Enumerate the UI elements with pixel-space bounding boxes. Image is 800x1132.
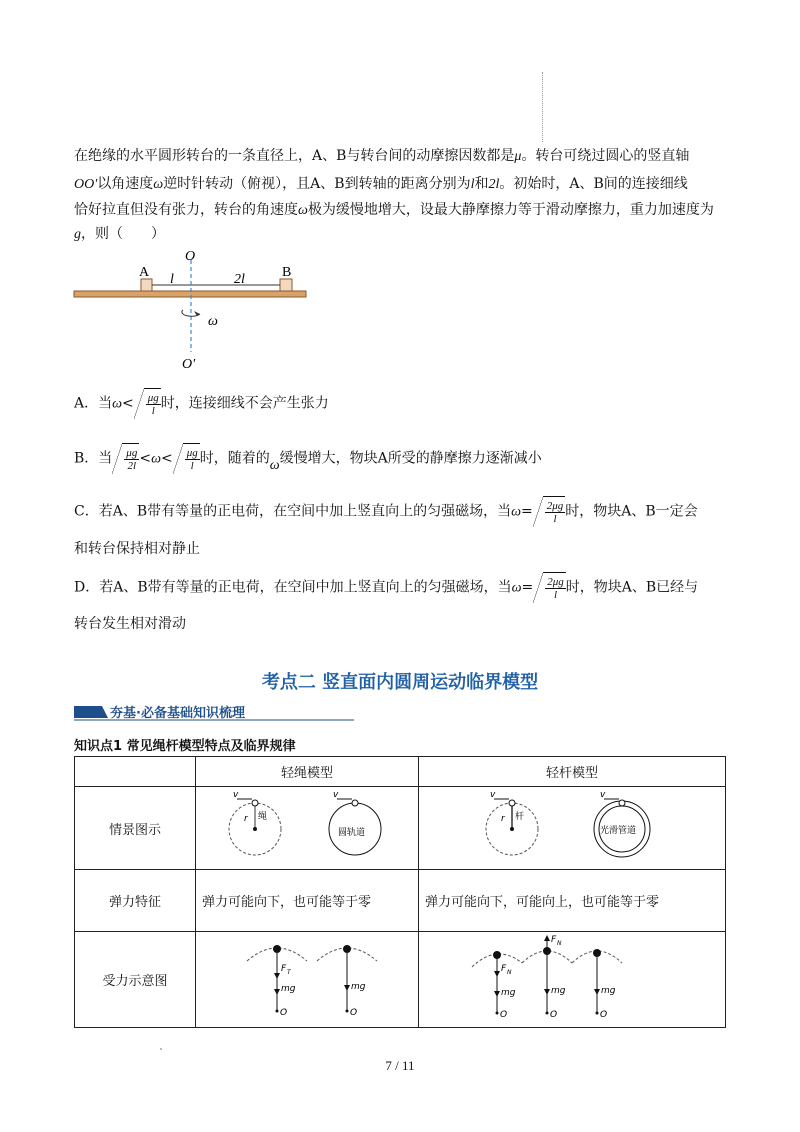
lt-sign: <	[122, 395, 134, 412]
question-text: 和	[474, 176, 489, 192]
table-header-cell	[75, 757, 196, 787]
radius-label: r	[501, 814, 505, 824]
footer-mark	[160, 1048, 162, 1050]
denominator: l	[151, 404, 155, 417]
question-text: 恰好拉直但没有张力，转台的角速度	[74, 202, 298, 218]
option-text: B．当	[74, 450, 113, 467]
omega-symbol: ω	[151, 451, 161, 467]
sqrt	[543, 496, 566, 527]
fraction	[545, 576, 566, 601]
denominator: 2l	[127, 459, 137, 472]
question-line-3	[74, 200, 714, 221]
table-row	[75, 932, 726, 1028]
label-l: l	[170, 272, 174, 287]
rod-force-figure	[462, 933, 682, 1023]
model-table	[74, 756, 726, 1028]
normal-force-subscript: N	[557, 939, 562, 947]
velocity-label: v	[333, 790, 339, 800]
option-text: 时，物块A、B已经与	[565, 579, 699, 596]
tension-subscript: T	[287, 968, 291, 976]
section-title: 考点二 竖直面内圆周运动临界模型	[261, 672, 539, 693]
center-label: O	[350, 1007, 358, 1018]
page-number: 7 / 11	[385, 1058, 415, 1073]
omega-symbol: ω	[298, 203, 308, 218]
axis-symbol: OO′	[74, 177, 98, 192]
2l-symbol: 2l	[488, 177, 500, 192]
rod-label: 杆	[515, 812, 525, 822]
option-text: 时，随着的	[199, 450, 270, 467]
rope-scene-cell	[196, 787, 419, 870]
sqrt	[183, 443, 200, 474]
arrowhead-icon	[194, 311, 200, 316]
margin-dots	[542, 72, 545, 142]
label-2l: 2l	[234, 272, 245, 287]
center-label: O	[280, 1007, 288, 1018]
turntable-disc	[74, 291, 306, 297]
question-text: 。转台可绕过圆心的竖直轴	[521, 148, 690, 164]
sqrt	[543, 572, 566, 603]
option-text: C．若A、B带有等量的正电荷，在空间中加上竖直向上的匀强磁场，当	[74, 503, 512, 520]
rod-scene-cell	[419, 787, 726, 870]
fraction	[545, 500, 566, 525]
block-a	[141, 279, 152, 291]
rod-scene-figure	[472, 787, 672, 865]
option-text: 缓慢增大，物块A所受的静摩擦力逐渐减小	[279, 450, 542, 467]
tension-label: F	[281, 963, 287, 974]
table-header-cell: 轻绳模型	[196, 757, 419, 787]
rope-label: 绳	[258, 812, 268, 822]
normal-force-label: F	[501, 963, 507, 974]
denominator: l	[190, 459, 194, 472]
normal-force-subscript: N	[507, 968, 512, 976]
denominator: l	[553, 588, 558, 601]
fraction	[124, 447, 139, 472]
velocity-label: v	[490, 790, 496, 800]
question-text: 在绝缘的水平圆形转台的一条直径上，A、B与转台间的动摩擦因数都是	[74, 148, 515, 164]
question-text: 。初始时，A、B间的连接细线	[499, 176, 688, 192]
option-b[interactable]	[74, 443, 542, 475]
track-label: 圆轨道	[338, 828, 366, 838]
row-label: 受力示意图	[75, 932, 196, 1028]
table-header-row	[75, 757, 726, 787]
rope-force-figure	[207, 933, 407, 1023]
sqrt	[122, 443, 139, 474]
label-o-prime: O′	[182, 357, 196, 372]
fraction	[146, 392, 161, 417]
question-text: 极为缓慢地增大，设最大静摩擦力等于滑动摩擦力，重力加速度为	[307, 202, 714, 218]
table-row	[75, 787, 726, 870]
rod-elastic-feature: 弹力可能向下，可能向上，也可能等于零	[419, 870, 726, 932]
label-b: B	[282, 265, 292, 280]
rope-scene-figure	[207, 787, 407, 865]
question-line-2	[74, 174, 688, 195]
velocity-label: v	[233, 790, 239, 800]
option-text: 时，连接细线不会产生张力	[160, 395, 329, 412]
numerator: μg	[186, 446, 198, 459]
center-label: O	[550, 1009, 558, 1020]
normal-force-label: F	[551, 934, 557, 945]
option-text: D．若A、B带有等量的正电荷，在空间中加上竖直向上的匀强磁场，当	[74, 579, 512, 596]
mu-symbol: μ	[514, 149, 522, 164]
omega-symbol: ω	[153, 177, 164, 192]
g-symbol: g	[74, 227, 81, 242]
numerator: 2μg	[547, 575, 564, 588]
gravity-label: mg	[501, 987, 516, 998]
gravity-label: mg	[601, 985, 616, 996]
omega-symbol: ω	[511, 580, 522, 596]
rope-elastic-feature: 弹力可能向下，也可能等于零	[196, 870, 419, 932]
center-label: O	[500, 1009, 508, 1020]
row-label: 情景图示	[75, 787, 196, 870]
row-label: 弹力特征	[75, 870, 196, 932]
option-text: 时，物块A、B一定会	[565, 503, 698, 520]
table-row	[75, 870, 726, 932]
option-c-line2: 和转台保持相对静止	[74, 541, 200, 557]
velocity-label: v	[600, 790, 606, 800]
question-text: 逆时针转动（俯视），且A、B到转轴的距离分别为	[163, 176, 471, 192]
rope-force-cell	[196, 932, 419, 1028]
gravity-label: mg	[551, 985, 566, 996]
omega-symbol: ω	[112, 396, 123, 412]
block-b	[280, 279, 292, 291]
question-line-4	[74, 224, 165, 245]
option-text: A．当	[74, 395, 113, 412]
sqrt	[144, 388, 161, 419]
denominator: l	[553, 512, 557, 525]
lt-sign: <	[160, 450, 173, 467]
rod-force-cell	[419, 932, 726, 1028]
gravity-label: mg	[281, 983, 296, 994]
omega-symbol: ω	[269, 457, 280, 473]
fraction	[185, 447, 200, 472]
question-text: ，则（ ）	[81, 226, 165, 242]
turntable-figure	[70, 246, 320, 376]
option-a[interactable]	[74, 388, 329, 420]
option-d-line2: 转台发生相对滑动	[74, 616, 186, 632]
question-text: 以角速度	[97, 176, 154, 192]
option-c[interactable]	[74, 496, 698, 528]
knowledge-point-title: 知识点1 常见绳杆模型特点及临界规律	[74, 739, 296, 754]
question-line-1	[74, 146, 689, 167]
omega-symbol: ω	[511, 504, 521, 520]
option-d[interactable]	[74, 572, 698, 604]
center-label: O	[600, 1009, 608, 1020]
tube-label: 光滑管道	[600, 826, 637, 836]
label-o: O	[185, 249, 196, 264]
banner-title: 夯基·必备基础知识梳理	[110, 706, 245, 721]
numerator: 2μg	[546, 499, 564, 512]
numerator: μg	[147, 391, 159, 404]
lt-sign: <	[139, 450, 152, 467]
eq-sign: =	[521, 579, 534, 596]
table-header-cell: 轻杆模型	[419, 757, 726, 787]
label-omega: ω	[208, 314, 218, 329]
radius-label: r	[244, 814, 248, 824]
numerator: μg	[126, 446, 138, 459]
label-a: A	[139, 265, 150, 280]
eq-sign: =	[521, 503, 533, 520]
gravity-label: mg	[351, 981, 366, 992]
l-symbol: l	[470, 177, 475, 192]
